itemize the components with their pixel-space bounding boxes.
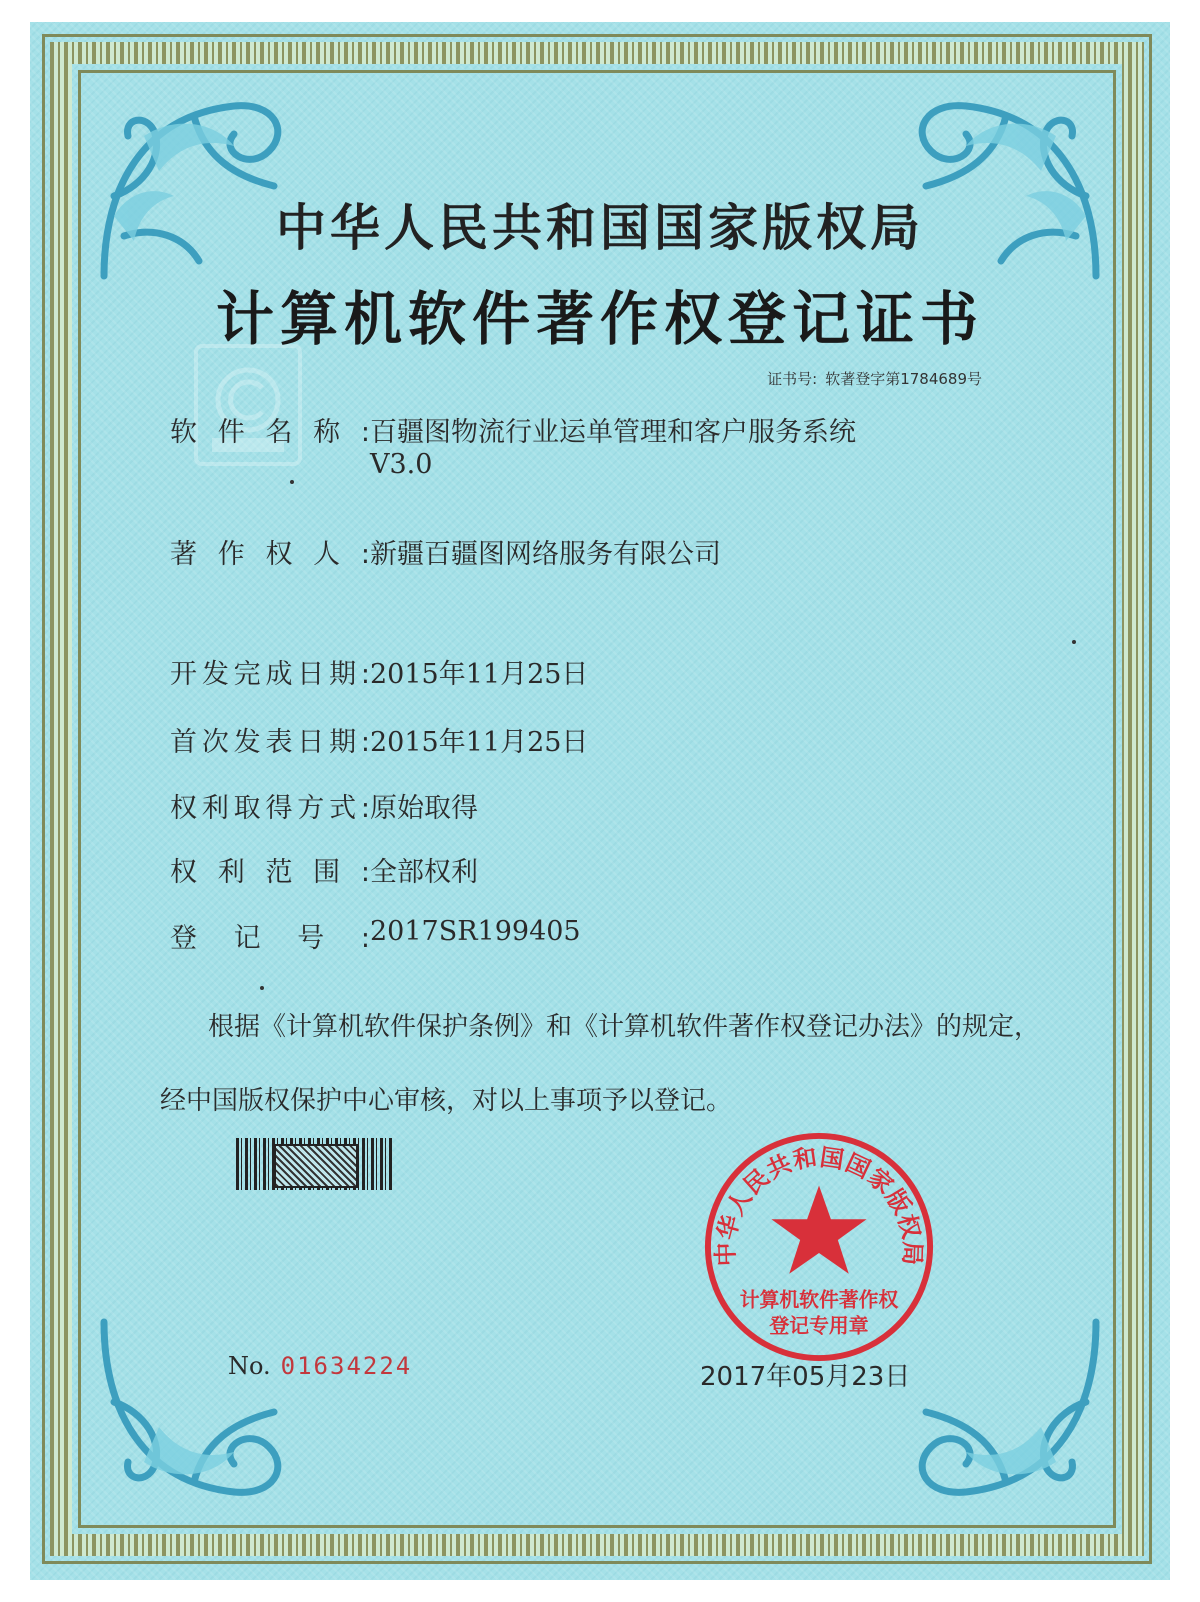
serial-number [228,1352,412,1380]
registration-statement: 根据《计算机软件保护条例》和《计算机软件著作权登记办法》的规定，经中国版权保护中心审核，对以上事项予以登记。 [160,1012,1041,1116]
certificate-number [759,368,982,389]
serial-prefix: No. [228,1352,271,1380]
field-label: 首次发表日期: [170,727,370,758]
field-label: 权利范围: [170,857,370,888]
field-copyright-owner [170,532,721,571]
field-label: 权利取得方式: [170,793,370,824]
seal-star-icon [771,1186,866,1274]
field-rights-scope [170,850,478,889]
software-version-value: V3.0 [370,449,433,480]
field-label: 登记号: [170,923,370,954]
field-value: 原始取得 [370,793,478,824]
field-label: 软件名称: [170,417,370,448]
2d-code [274,1144,358,1188]
scroll-ornament-icon [896,76,1116,296]
corner-ornament-top-left [84,76,304,296]
scroll-ornament-icon [84,1302,304,1522]
software-name-value: 百疆图物流行业运单管理和客户服务系统 [370,417,856,448]
certificate-number-value: 软著登字第1784689号 [825,370,982,388]
field-first-publish-date [170,720,588,759]
field-value: 2015年11月25日 [370,727,589,758]
field-software-name [170,410,856,480]
corner-ornament-bottom-left [84,1302,304,1522]
seal-inner-line2: 登记专用章 [769,1314,869,1338]
speck [260,986,264,990]
red-seal-icon [700,1128,938,1366]
issuing-authority-title: 中华人民共和国国家版权局 [276,199,924,257]
speck [1072,640,1076,644]
certificate-number-label: 证书号: [767,370,818,388]
field-value: 2017SR199405 [370,916,581,947]
serial-number-value: 01634224 [280,1352,413,1380]
field-registration-number [170,916,581,955]
scroll-ornament-icon [84,76,304,296]
field-label: 著作权人: [170,539,370,570]
seal-inner-line1: 计算机软件著作权 [739,1288,899,1312]
issue-date: 2017年05月23日 [700,1362,911,1392]
field-value [370,410,856,480]
certificate-title: 计算机软件著作权登记证书 [215,285,984,353]
speck [290,480,294,484]
field-label: 开发完成日期: [170,659,370,690]
seal-outer-text: 中华人民共和国国家版权局 [711,1143,927,1267]
barcode [236,1138,394,1190]
field-value: 新疆百疆图网络服务有限公司 [370,539,721,570]
field-acquisition-method [170,786,478,825]
field-value: 全部权利 [370,857,478,888]
field-completion-date [170,652,588,691]
official-seal [700,1128,938,1366]
corner-ornament-top-right [896,76,1116,296]
field-value: 2015年11月25日 [370,659,589,690]
